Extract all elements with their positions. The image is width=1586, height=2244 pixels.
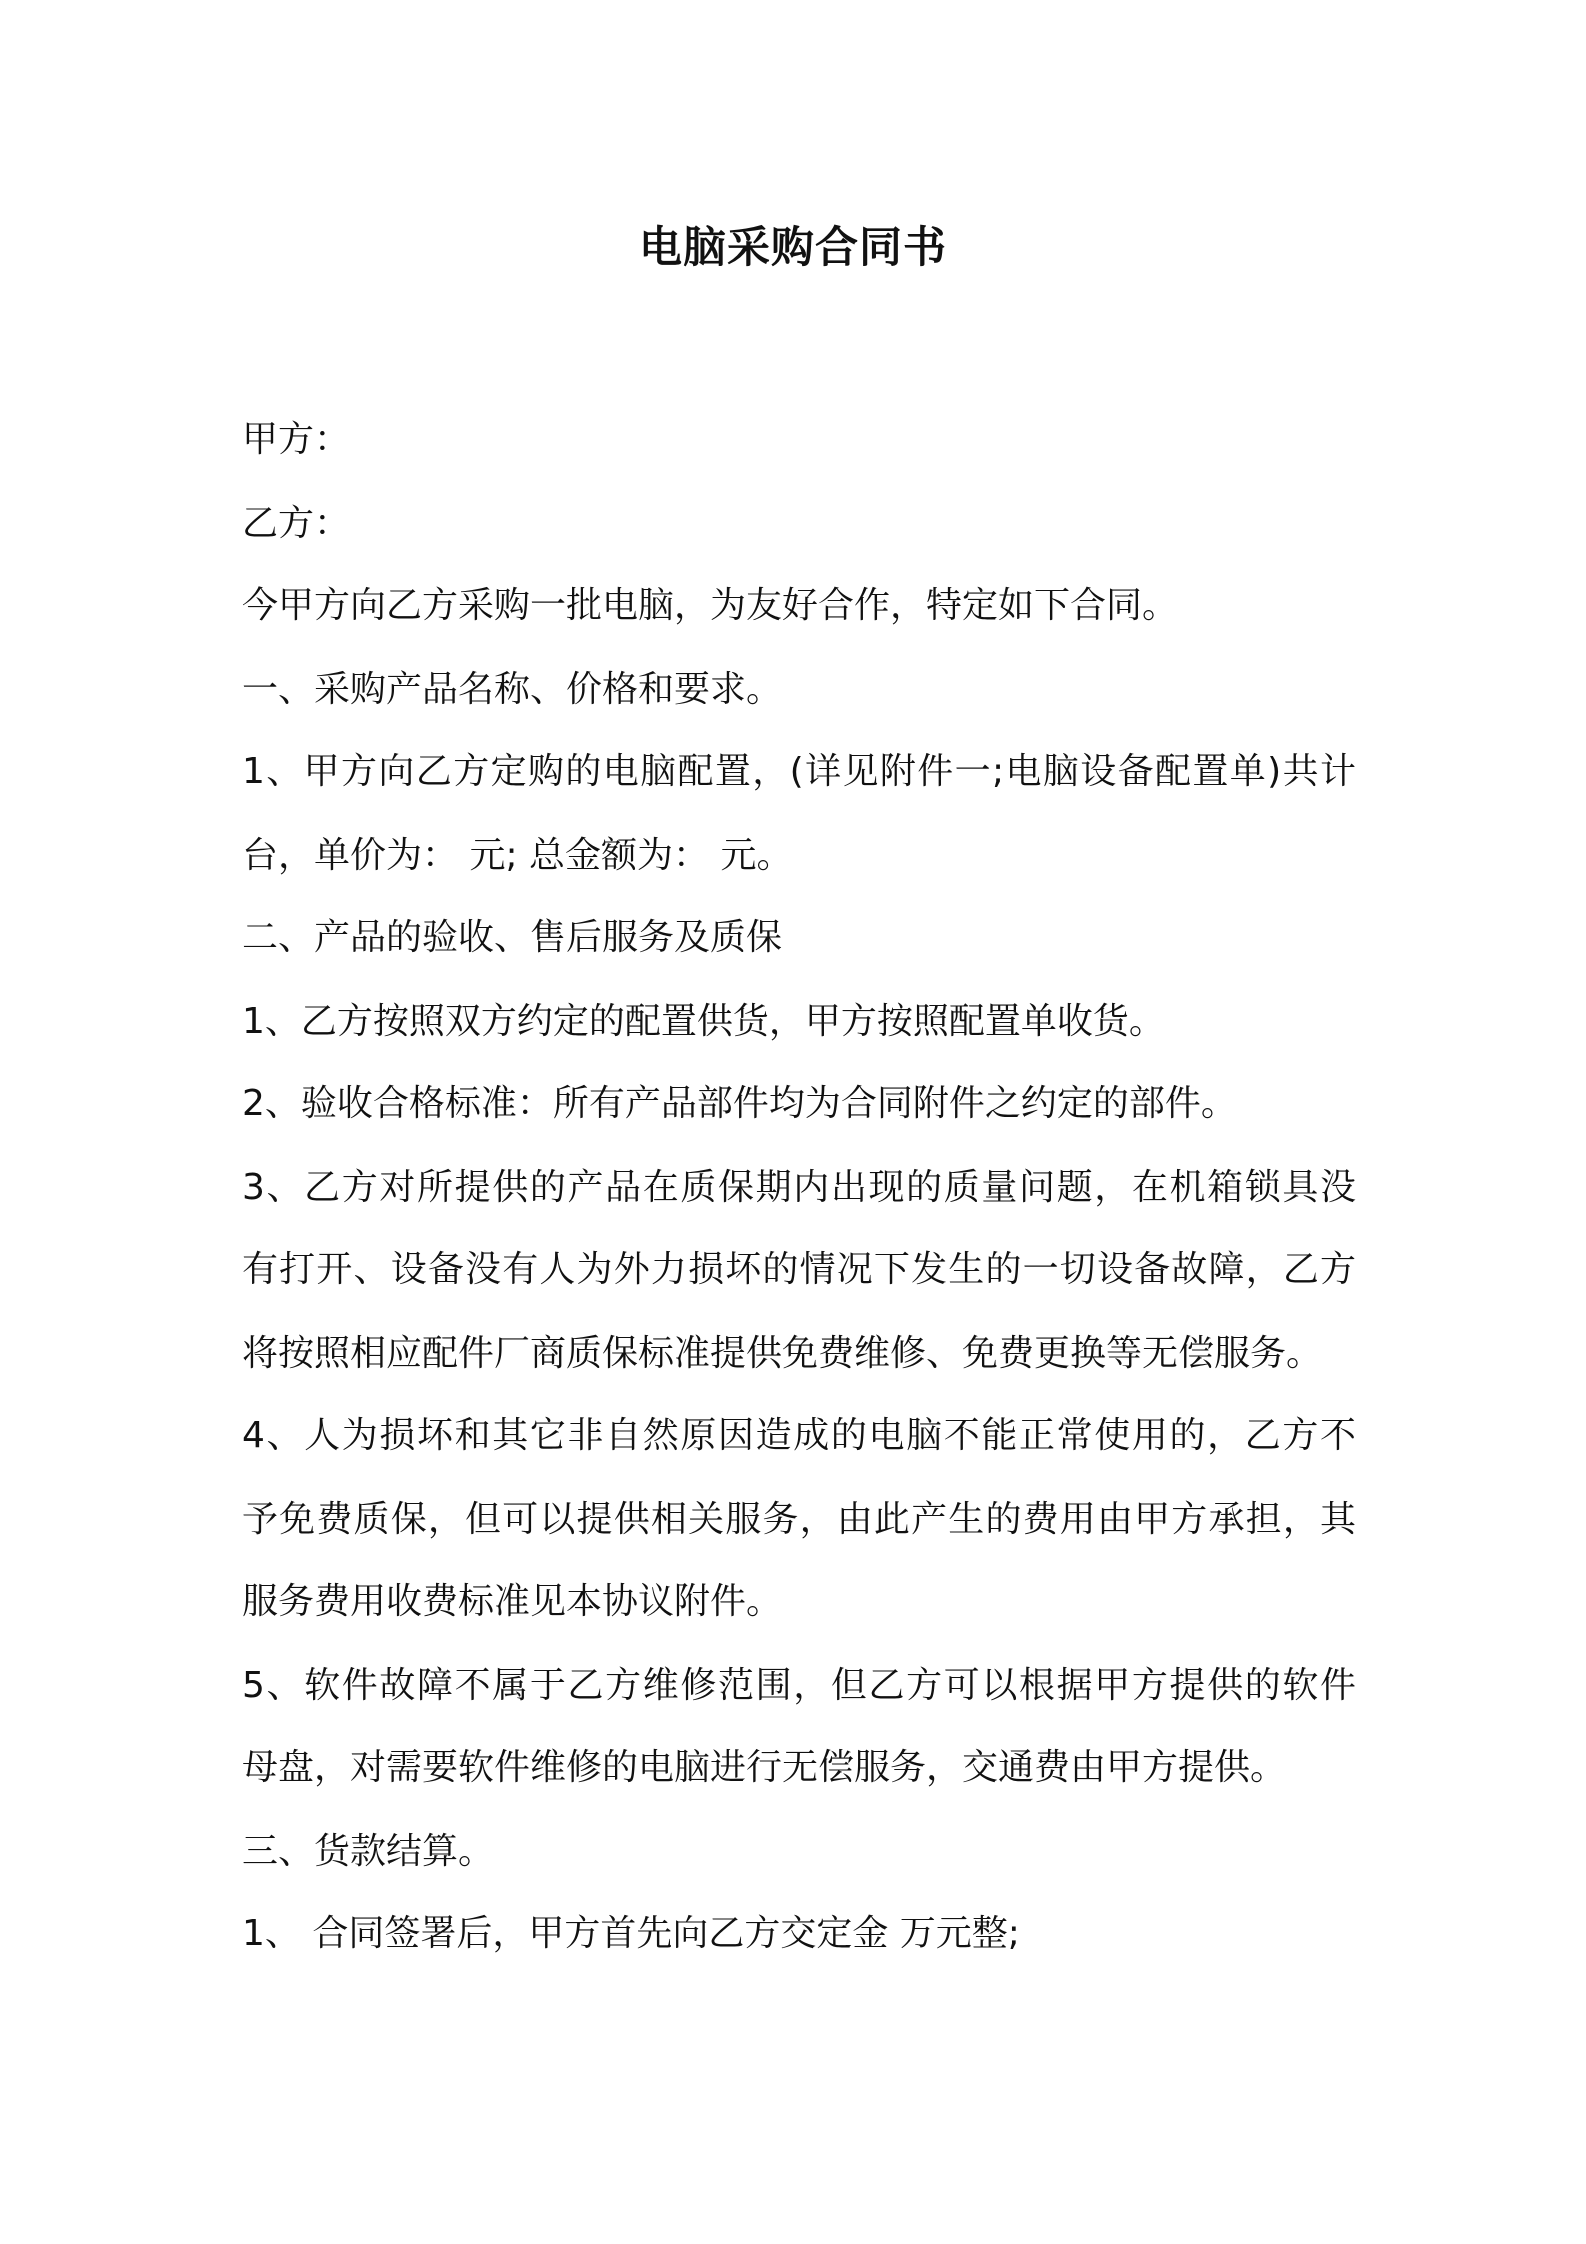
clause-2-3-line-1: 3、乙方对所提供的产品在质保期内出现的质量问题，在机箱锁具没 <box>242 1167 1356 1208</box>
party-a-line: 甲方： <box>242 419 351 460</box>
section-heading-3: 三、货款结算。 <box>242 1831 495 1872</box>
clause-1-1-line-2: 台，单价为： 元; 总金额为： 元。 <box>242 835 793 876</box>
clause-2-2: 2、验收合格标准：所有产品部件均为合同附件之约定的部件。 <box>242 1083 1237 1124</box>
clause-2-1: 1、乙方按照双方约定的配置供货，甲方按照配置单收货。 <box>242 1001 1165 1042</box>
intro-paragraph: 今甲方向乙方采购一批电脑，为友好合作，特定如下合同。 <box>242 585 1179 626</box>
clause-2-3-line-3: 将按照相应配件厂商质保标准提供免费维修、免费更换等无偿服务。 <box>242 1333 1323 1374</box>
party-b-line: 乙方： <box>242 503 351 544</box>
clause-2-4-line-3: 服务费用收费标准见本协议附件。 <box>242 1581 783 1622</box>
clause-2-5-line-1: 5、软件故障不属于乙方维修范围，但乙方可以根据甲方提供的软件 <box>242 1665 1356 1706</box>
clause-2-3-line-2: 有打开、设备没有人为外力损坏的情况下发生的一切设备故障，乙方 <box>242 1249 1356 1290</box>
clause-2-4-line-2: 予免费质保，但可以提供相关服务，由此产生的费用由甲方承担，其 <box>242 1499 1356 1540</box>
section-heading-1: 一、采购产品名称、价格和要求。 <box>242 669 783 710</box>
section-heading-2: 二、产品的验收、售后服务及质保 <box>242 917 783 958</box>
clause-1-1-line-1: 1、甲方向乙方定购的电脑配置，(详见附件一;电脑设备配置单)共计 <box>242 751 1356 792</box>
clause-3-1: 1、 合同签署后，甲方首先向乙方交定金 万元整; <box>242 1913 1020 1954</box>
clause-2-4-line-1: 4、人为损坏和其它非自然原因造成的电脑不能正常使用的，乙方不 <box>242 1415 1356 1456</box>
document-title: 电脑采购合同书 <box>639 223 947 273</box>
clause-2-5-line-2: 母盘，对需要软件维修的电脑进行无偿服务，交通费由甲方提供。 <box>242 1747 1287 1788</box>
